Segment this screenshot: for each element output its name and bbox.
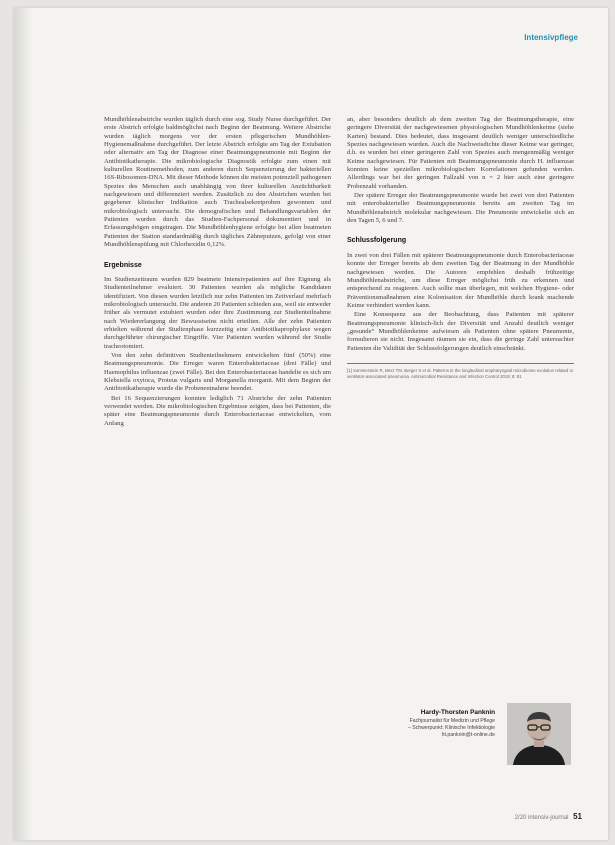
left-column: [104, 116, 331, 429]
author-portrait-image: [507, 703, 571, 765]
reference-list: [1] Sommerstein R, Merz TM, Berger S et al. Patterns in the longitudinal oropharyngeal microbiome evolution related to ventilator-associated pneumonia. Antimicrobial Resistance and Infection Control 2019; 8: 81: [347, 363, 574, 380]
page-spine-shadow: [14, 8, 32, 840]
continued-paragraph-2: Der spätere Erreger der Beatmungspneumonie wurde bei zwei von drei Patienten mit enterobakterieller Beatmungspneumonie bereits am zweiten Tag im Mundhöhlenabstrich molekular nachgewiesen. Die Pneumonie entwickelte sich an den Tagen 5, 6 und 7.: [347, 192, 574, 225]
author-focus: – Schwerpunkt: Klinische Infektiologie: [407, 725, 495, 731]
author-photo: [507, 703, 571, 765]
magazine-page: [14, 8, 608, 840]
page-footer: [515, 812, 582, 821]
issue-label: 2/20 intensiv-journal: [514, 815, 569, 821]
intro-paragraph: Mundhöhlenabstriche wurden täglich durch eine sog. Study Nurse durchgeführt. Der erste Abstrich erfolgte baldmöglichst nach Beginn der Beatmung. Weitere Abstriche wurden täglich morgens vor der ersten pflegerischen Mundhöhlen-Hygienemaßnahme durchgeführt. Der letzte Abstrich erfolgte am Tag der Extubation oder alternativ am Tag der Diagnose einer Beatmungspneumonie mit Beginn der Antibiotikatherapie. Die mikrobiologische Diagnostik erfolgte zum einen mit kulturellen Routinemethoden, zum anderen durch Sequenzierung der bakteriellen 16S-Ribosomen-DNA. Mit dieser Methode können die meisten potenziell pathogenen Spezies des Menschen auch unabhängig von ihrer kulturellen Anzüchtbarkeit nachgewiesen und differenziert werden. Zusätzlich zu den Abstrichen wurden bei gegebener klinischer Indikation auch Trachealsekretproben gewonnen und mikrobiologisch untersucht. Die demografischen und Behandlungsvariablen der Patienten wurden durch das Studien-Fachpersonal dokumentiert und in Erfassungsbögen eingetragen. Die Mundhöhlenhygiene erfolgte bei allen beatmeten Patienten der Station standardmäßig durch tägliches Zähneputzen, gefolgt von einer Mundhöhlenspülung mit Chlorhexidin 0,12%.: [104, 116, 331, 249]
author-email[interactable]: ht.panknin@t-online.de: [441, 732, 495, 738]
results-paragraph-3: Bei 16 Sequenzierungen konnten lediglich 71 Abstriche der zehn Patienten verwendet werden. Die mikrobiologischen Ergebnisse zeigten, dass bei Patienten, die später eine Beatmungspneumonie durch Enterobacteriaceae entwickelten, vom Anfang: [104, 394, 331, 427]
results-heading: Ergebnisse: [104, 261, 142, 269]
author-box: [347, 703, 577, 765]
continued-paragraph-1: an, aber besonders deutlich ab dem zweiten Tag der Beatmungstherapie, eine geringere Diversität der nachgewiesenen physiologischen Mundhöhlenkeime (siehe Karten) bestand. Dies bedeutet, dass insgesamt deutlich weniger unterschiedliche Spezies nachgewiesen wurden. Auch die Nachweisdichte dieser Keime war geringer, d.h. es wurden bei einer geringeren Zahl von Spezies auch mengenmäßig weniger Keime nachgewiesen. Für Patienten mit Beatmungspneumonie durch H. influenzae konnten keine speziellen mikrobiologischen Korrelationen gefunden werden. Allerdings war bei der geringen Fallzahl von n = 2 hier auch eine geringere Probenzahl vorhanden.: [347, 116, 574, 190]
conclusion-paragraph-1: In zwei von drei Fällen mit späterer Beatmungspneumonie durch Enterobacteriaceae konnte der Erreger bereits ab dem zweiten Tag der Beatmung in der Mundhöhle nachgewiesen werden. Die Autoren empfehlen deshalb frühzeitige Mundhöhlenabstriche, um diese Erreger möglichst früh zu erkennen und entsprechend zu reagieren. Auch sollte man überlegen, mit welchen Hygiene- oder Präventionsmaßnahmen eine Kolonisation der Mundhöhle durch krank machende Keime verhindert werden kann.: [347, 251, 574, 309]
section-label: Intensivpflege: [524, 33, 578, 42]
author-role: Fachjournalist für Medizin und Pflege: [409, 718, 495, 724]
page-number: 51: [573, 812, 582, 821]
right-column: [347, 116, 574, 380]
conclusion-heading: Schlussfolgerung: [347, 237, 407, 245]
author-name: Hardy-Thorsten Panknin: [420, 709, 495, 716]
author-info: [345, 709, 495, 739]
conclusion-paragraph-2: Eine Konsequenz aus der Beobachtung, dass Patienten mit späterer Beatmungspneumonie klinisch-lich der Diversität und Anzahl deutlich weniger „gesunde“ Mundhöhlenkeime aufwiesen als Patienten ohne spätere Pneumonie, formulieren sie nicht. Insgesamt räumen sie ein, dass die geringe Zahl untersuchter Patienten die Validität der Schlussfolgerungen deutlich einschränkt.: [347, 311, 574, 352]
results-paragraph-2: Von den zehn definitiven Studienteilnehmern entwickelten fünf (50%) eine Beatmungspneumonie. Die Erreger waren Enterobakteriaceae (drei Fälle) und Haemophilus influenzae (zwei Fälle). Bei den Enterobacteriaceae handelte es sich um Klebsiella oxytoca, Proteus vulgaris und Morganella morganii. Mit dem Beginn der Antibiotikatherapie wurde die Probenentnahme beendet.: [104, 351, 331, 393]
results-paragraph-1: Im Studienzeitraum wurden 829 beatmete Intensivpatienten auf ihre Eignung als Studienteilnehmer evaluiert. 30 Patienten wurden als mögliche Kandidaten identifiziert. Von diesen wurden letztlich nur zehn Patienten im Zeitverlauf mehrfach mikrobiologisch untersucht. Die anderen 20 Patienten schieden aus, weil sie entweder früher als vermutet extubiert wurden oder ihre Zustimmung zur Studienteilnahme nach Wiedererlangung der Bewusstseins nicht erteilten. Alle der zehn Patienten erhielten während der Studienphase kurzzeitig eine Antibiotikaprophylaxe wegen durchgeführter chirurgischer Eingriffe. Vier Patienten wurden während der Studie tracheotomiert.: [104, 275, 331, 350]
